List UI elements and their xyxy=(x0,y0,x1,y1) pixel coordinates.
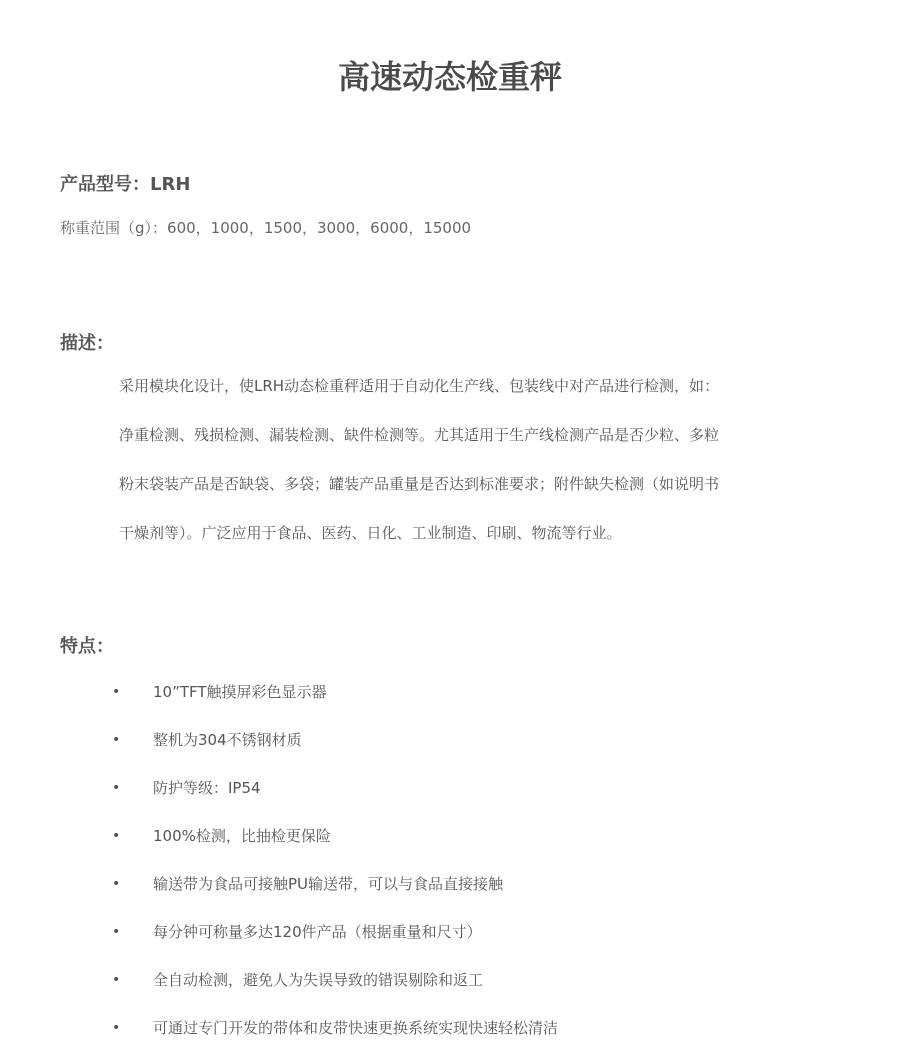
bullet-icon: • xyxy=(112,924,121,940)
features-heading: 特点： xyxy=(60,636,114,657)
description-line: 干燥剂等）。广泛应用于食品、医药、日化、工业制造、印刷、物流等行业。 xyxy=(119,524,622,542)
page-title: 高速动态检重秤 xyxy=(337,58,562,96)
bullet-icon: • xyxy=(112,828,121,844)
bullet-icon: • xyxy=(112,972,121,988)
feature-text: 10”TFT触摸屏彩色显示器 xyxy=(153,683,327,701)
list-item xyxy=(0,870,900,918)
product-model: 产品型号：LRH xyxy=(60,174,191,195)
feature-text: 可通过专门开发的带体和皮带快速更换系统实现快速轻松清洁 xyxy=(153,1019,559,1037)
bullet-icon: • xyxy=(112,876,121,892)
features-list xyxy=(0,678,900,1062)
list-item xyxy=(0,822,900,870)
description-line: 采用模块化设计，使LRH动态检重秤适用于自动化生产线、包装线中对产品进行检测，如： xyxy=(119,377,720,395)
list-item xyxy=(0,918,900,966)
feature-text: 输送带为食品可接触PU输送带，可以与食品直接接触 xyxy=(153,875,504,893)
bullet-icon: • xyxy=(112,1020,121,1036)
feature-text: 整机为304不锈钢材质 xyxy=(153,731,302,749)
description-line: 净重检测、残损检测、漏装检测、缺件检测等。尤其适用于生产线检测产品是否少粒、多粒 xyxy=(119,426,720,444)
list-item xyxy=(0,726,900,774)
list-item xyxy=(0,1014,900,1062)
description-body xyxy=(119,372,799,568)
feature-text: 100%检测，比抽检更保险 xyxy=(153,827,331,845)
list-item xyxy=(0,774,900,822)
description-heading: 描述： xyxy=(60,333,114,354)
feature-text: 每分钟可称量多达120件产品（根据重量和尺寸） xyxy=(153,923,482,941)
bullet-icon: • xyxy=(112,732,121,748)
list-item xyxy=(0,678,900,726)
bullet-icon: • xyxy=(112,780,121,796)
list-item xyxy=(0,966,900,1014)
description-line: 粉末袋装产品是否缺袋、多袋；罐装产品重量是否达到标准要求；附件缺失检测（如说明书 xyxy=(119,475,720,493)
feature-text: 全自动检测，避免人为失误导致的错误剔除和返工 xyxy=(153,971,484,989)
bullet-icon: • xyxy=(112,684,121,700)
weighing-range: 称重范围（g）：600，1000，1500，3000，6000，15000 xyxy=(60,219,472,237)
feature-text: 防护等级：IP54 xyxy=(153,779,261,797)
